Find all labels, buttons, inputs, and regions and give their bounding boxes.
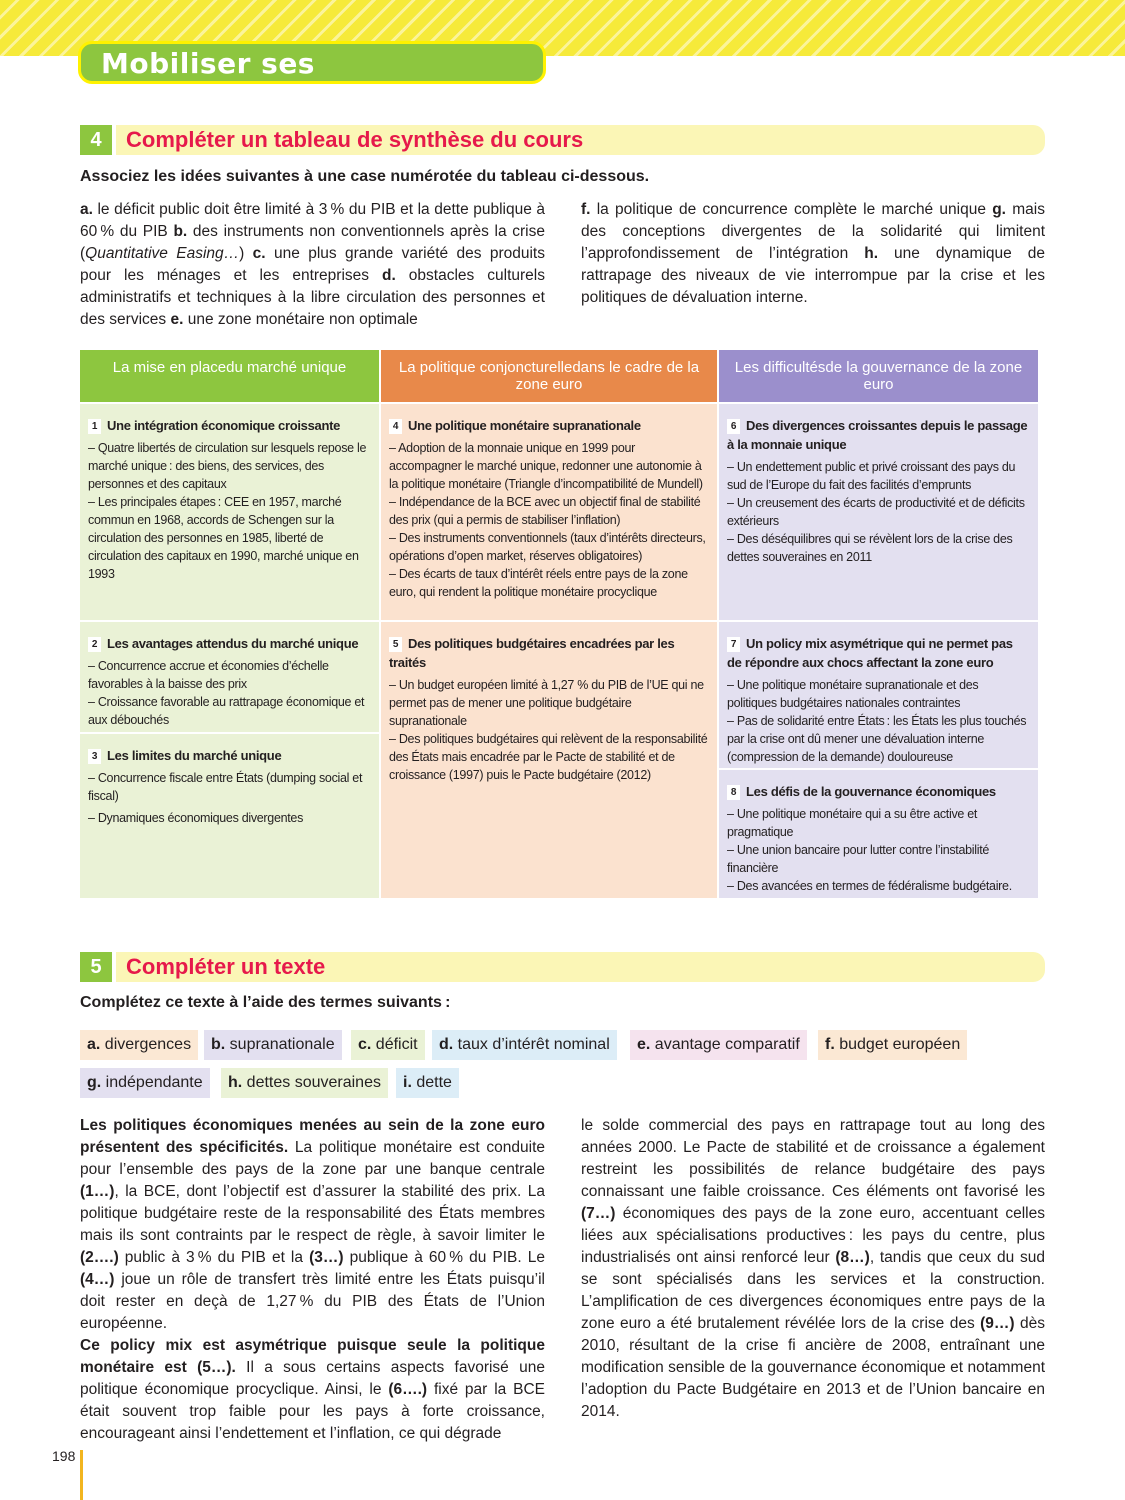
section-4-number: 4 [80, 125, 112, 155]
table-cell-1: 1 Une intégration économique croissante – Quatre libertés de circulation sur lesquels repose le marché unique : des biens, des services, des personnes et des capitaux – Les principales étapes : CEE en 1957, marché commun en 1968, accords de Schengen sur la circulation des personnes en 1985, liberté de circulation des capitaux en 1990, marché unique en 1993 [80, 404, 379, 620]
section-4-instruction: Associez les idées suivantes à une case numérotée du tableau ci-dessous. [80, 168, 650, 185]
term-tag-h: h. dettes souveraines [221, 1068, 388, 1098]
term-tag-a: a. divergences [80, 1030, 198, 1060]
section-4-header [80, 125, 1045, 155]
section-5-number: 5 [80, 952, 112, 982]
table-cell-4: 4 Une politique monétaire supranationale – Adoption de la monnaie unique en 1999 pour accompagner le marché unique, redonner une autonomie à la politique monétaire (Triangle d’incompatibilité de Mundell) – Indépendance de la BCE avec un objectif final de stabilité des prix (qui a permis de stabiliser l’inflation) – Des instruments conventionnels (taux d’intérêts directeurs, opérations d’open market, réserves obligatoires) – Des écarts de taux d’intérêt réels entre pays de la zone euro, qui rendent la politique monétaire procyclique [381, 404, 717, 620]
term-tag-i: i. dette [396, 1068, 459, 1098]
term-tag-c: c. déficit [351, 1030, 425, 1060]
table-cell-3: 3 Les limites du marché unique – Concurrence fiscale entre États (dumping social et fiscal) – Dynamiques économiques divergentes [80, 734, 379, 898]
section-5-title: Compléter un texte [116, 952, 1045, 982]
section-4-left-text: a. le déficit public doit être limité à 3 % du PIB et la dette publique à 60 % du PIB b. des instruments non conventionnels après la crise (Quantitative Easing…) c. une plus grande variété des produits pour les ménages et les entreprises d. obstacles culturels administratifs et techniques à la libre circulation des personnes et des services e. une zone monétaire non optimale [80, 201, 545, 328]
table-header-col-1: La mise en placedu marché unique [80, 350, 379, 402]
table-header-col-3: Les difficultésde la gouvernance de la zone euro [719, 350, 1038, 402]
section-5-instruction: Complétez ce texte à l’aide des termes suivants : [80, 994, 451, 1011]
table-header-col-2: La politique conjoncturelledans le cadre de la zone euro [381, 350, 717, 402]
page-title: Mobiliser ses connaissances [78, 41, 546, 84]
page-number: 198 [52, 1448, 76, 1464]
section-5-right-text: le solde commercial des pays en rattrapage tout au long des années 2000. Le Pacte de stabilité et de croissance a également restreint les possibilités de relance budgétaire des pays connaissant une faible croissance. Ces éléments ont favorisé les (7…) économiques des pays de la zone euro, accentuant celles liées aux spécialisations productives : les pays du centre, plus industrialisés ont ainsi renforcé leur (8…), tandis que ceux du sud se sont spécialisés dans les services et la construction. L’amplification de ces divergences économiques entre pays de la zone euro a été brutalement révélée lors de la crise des (9…) dès 2010, résultant de la crise fi ancière de 2008, entraînant une modification sensible de la gouvernance économique et notamment l’adoption du Pacte Budgétaire en 2013 et de l’Union bancaire en 2014. [581, 1117, 1045, 1420]
term-tag-d: d. taux d’intérêt nominal [432, 1030, 617, 1060]
section-5-header [80, 952, 1045, 982]
table-cell-5: 5 Des politiques budgétaires encadrées par les traités – Un budget européen limité à 1,27 % du PIB de l’UE qui ne permet pas de mener une politique budgétaire supranationale – Des politiques budgétaires qui relèvent de la responsabilité des États mais encadrée par le Pacte de stabilité et de croissance (1997) puis le Pacte budgétaire (2012) [381, 622, 717, 898]
term-tag-b: b. supranationale [204, 1030, 342, 1060]
term-tag-f: f. budget européen [818, 1030, 967, 1060]
section-4-right-text: f. la politique de concurrence complète le marché unique g. mais des conceptions divergentes de la solidarité qui limitent l’approfondissement de l’intégration h. une dynamique de rattrapage des niveaux de vie interrompue par la crise et les politiques de dévaluation interne. [581, 201, 1045, 306]
section-5-left-text: Les politiques économiques menées au sein de la zone euro présentent des spécificités. La politique monétaire est conduite pour l’ensemble des pays de la zone par une banque centrale (1…), la BCE, dont l’objectif est d’assurer la stabilité des prix. La politique budgétaire reste de la responsabilité des États membres mais ils sont contraints par le respect de règle, à savoir limiter le (2….) public à 3 % du PIB et la (3…) publique à 60 % du PIB. Le (4…) joue un rôle de transfert très limité entre les États puisqu’il doit rester en deçà de 1,27 % du PIB des États de l’Union européenne. Ce policy mix est asymétrique puisque seule la politique monétaire est (5…). Il a sous certains aspects favorisé une politique économique procyclique. Ainsi, le (6….) fixé par la BCE était souvent trop faible pour les pays à forte croissance, encourageant ainsi l’endettement et l’inflation, ce qui dégrade [80, 1117, 545, 1442]
synthesis-table [80, 350, 1038, 900]
page-edge-bar [80, 1450, 83, 1500]
table-cell-2: 2 Les avantages attendus du marché unique – Concurrence accrue et économies d’échelle favorables à la baisse des prix – Croissance favorable au rattrapage économique et aux débouchés [80, 622, 379, 732]
term-tag-e: e. avantage comparatif [630, 1030, 807, 1060]
table-cell-7: 7 Un policy mix asymétrique qui ne permet pas de répondre aux chocs affectant la zone euro – Une politique monétaire supranationale et des politiques budgétaires nationales contraintes – Pas de solidarité entre États : les États les plus touchés par la crise ont dû mener une dévaluation interne (compression de la demande) douloureuse [719, 622, 1038, 768]
section-4-title: Compléter un tableau de synthèse du cours [116, 125, 1045, 155]
table-cell-8: 8 Les défis de la gouvernance économiques – Une politique monétaire qui a su être active et pragmatique – Une union bancaire pour lutter contre l’instabilité financière – Des avancées en termes de fédéralisme budgétaire. [719, 770, 1038, 898]
term-tag-g: g. indépendante [80, 1068, 210, 1098]
table-cell-6: 6 Des divergences croissantes depuis le passage à la monnaie unique – Un endettement public et privé croissant des pays du sud de l’Europe du fait des facilités d’emprunts – Un creusement des écarts de productivité et de déficits extérieurs – Des déséquilibres qui se révèlent lors de la crise des dettes souveraines en 2011 [719, 404, 1038, 620]
